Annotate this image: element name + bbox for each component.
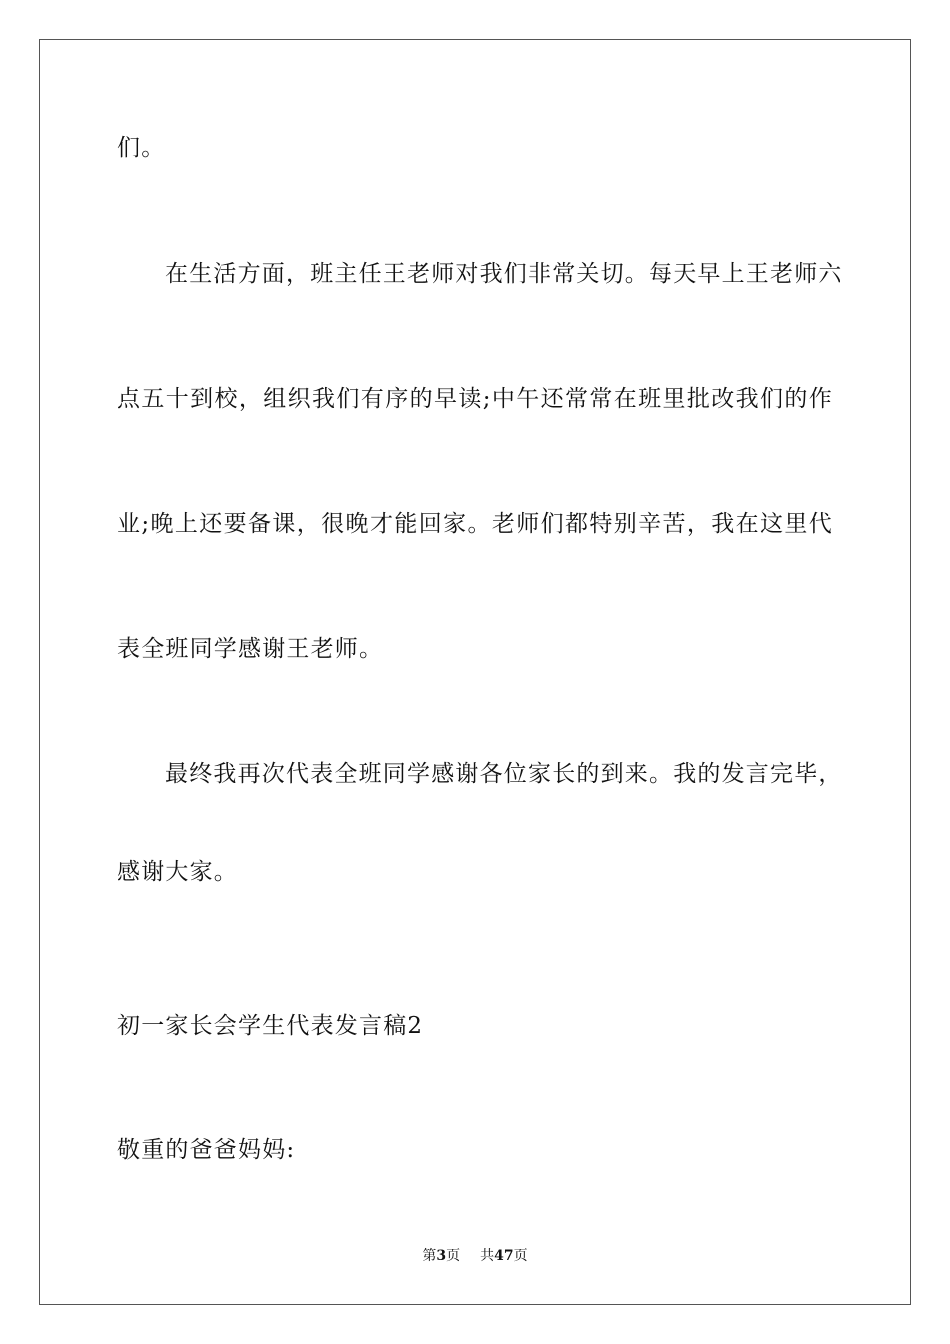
text-line-1: 们。	[117, 135, 166, 161]
text-line-6: 最终我再次代表全班同学感谢各位家长的到来。我的发言完毕，	[165, 761, 843, 787]
page-footer	[0, 1247, 950, 1265]
page-suffix: 页	[446, 1248, 461, 1264]
section-heading: 初一家长会学生代表发言稿2	[117, 1013, 424, 1039]
total-suffix: 页	[513, 1248, 528, 1264]
page-number: 3	[436, 1248, 447, 1264]
page-border	[39, 39, 911, 1305]
text-line-7: 感谢大家。	[117, 859, 238, 885]
page-prefix: 第	[422, 1248, 437, 1264]
text-line-5: 表全班同学感谢王老师。	[117, 636, 384, 662]
text-line-4: 业;晚上还要备课，很晚才能回家。老师们都特别辛苦，我在这里代	[117, 511, 833, 537]
text-line-2: 在生活方面，班主任王老师对我们非常关切。每天早上王老师六	[165, 261, 843, 287]
total-prefix: 共	[480, 1248, 495, 1264]
text-line-3: 点五十到校，组织我们有序的早读;中午还常常在班里批改我们的作	[117, 386, 833, 412]
total-pages: 47	[494, 1248, 514, 1264]
salutation: 敬重的爸爸妈妈:	[117, 1137, 296, 1163]
